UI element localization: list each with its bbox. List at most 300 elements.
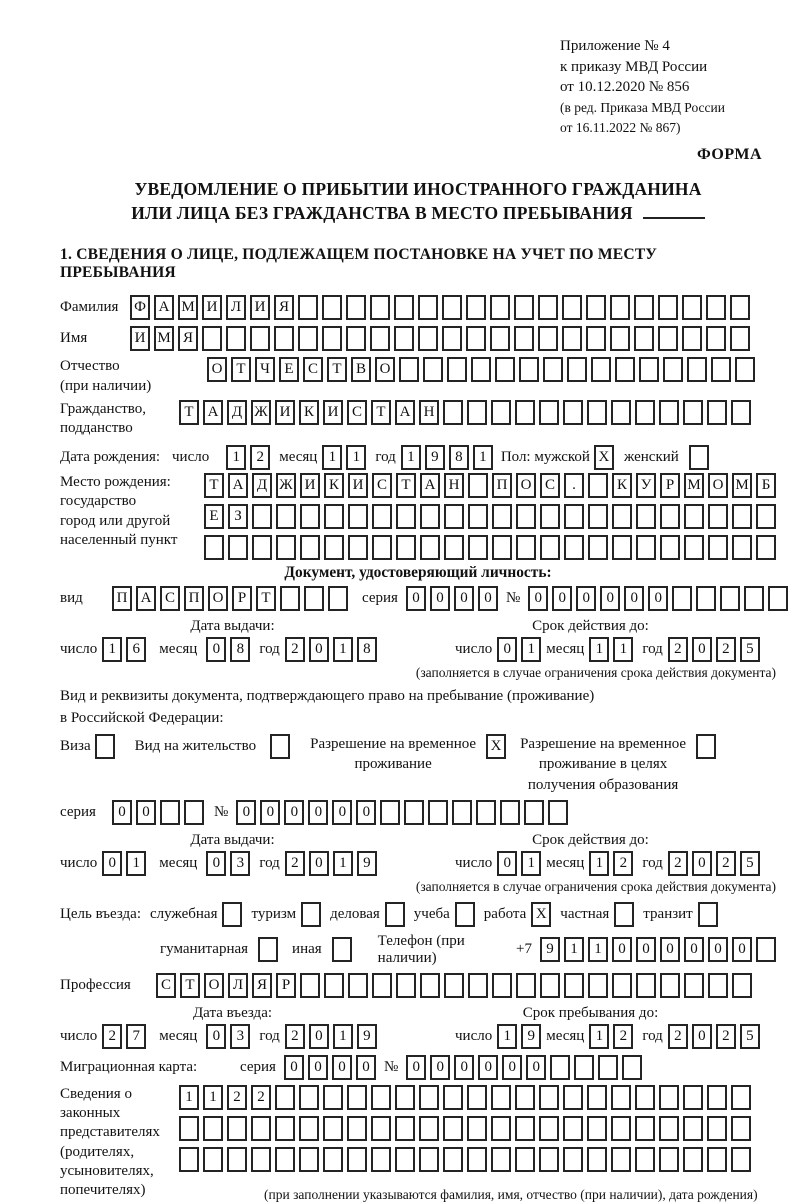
residence-issue-day-cells[interactable] [102,851,146,876]
doc-valid-month-cells[interactable] [589,637,633,662]
char-cell[interactable]: Е [279,357,299,382]
char-cell[interactable]: 0 [636,937,656,962]
char-cell[interactable] [304,586,324,611]
char-cell[interactable]: 3 [230,851,250,876]
char-cell[interactable]: О [516,473,536,498]
char-cell[interactable] [420,504,440,529]
char-cell[interactable] [687,357,707,382]
char-cell[interactable]: А [136,586,156,611]
char-cell[interactable]: 0 [708,937,728,962]
char-cell[interactable]: 9 [521,1024,541,1049]
char-cell[interactable] [611,1147,631,1172]
char-cell[interactable] [95,734,115,759]
char-cell[interactable] [756,535,776,560]
char-cell[interactable] [228,535,248,560]
business-checkbox[interactable] [222,902,242,927]
char-cell[interactable]: 5 [740,637,760,662]
char-cell[interactable] [324,504,344,529]
char-cell[interactable] [419,1085,439,1110]
char-cell[interactable]: 0 [528,586,548,611]
char-cell[interactable] [370,295,390,320]
char-cell[interactable]: 0 [430,586,450,611]
char-cell[interactable]: 0 [478,1055,498,1080]
char-cell[interactable] [420,535,440,560]
char-cell[interactable] [385,902,405,927]
char-cell[interactable]: 1 [333,637,353,662]
char-cell[interactable] [442,326,462,351]
char-cell[interactable] [519,357,539,382]
char-cell[interactable]: 9 [425,445,445,470]
char-cell[interactable] [730,326,750,351]
char-cell[interactable]: 2 [613,851,633,876]
char-cell[interactable]: 1 [102,637,122,662]
char-cell[interactable]: И [250,295,270,320]
char-cell[interactable]: К [612,473,632,498]
char-cell[interactable] [222,902,242,927]
study-checkbox[interactable] [455,902,475,927]
char-cell[interactable] [347,1147,367,1172]
char-cell[interactable] [684,504,704,529]
char-cell[interactable] [587,400,607,425]
char-cell[interactable] [562,326,582,351]
char-cell[interactable] [227,1116,247,1141]
char-cell[interactable]: Р [232,586,252,611]
char-cell[interactable] [636,535,656,560]
char-cell[interactable]: 1 [521,851,541,876]
char-cell[interactable] [610,295,630,320]
patronymic-cells[interactable] [207,357,755,382]
other-purpose-checkbox[interactable] [332,937,352,962]
char-cell[interactable] [563,1116,583,1141]
char-cell[interactable]: 0 [692,637,712,662]
char-cell[interactable]: 0 [206,1024,226,1049]
char-cell[interactable]: И [202,295,222,320]
char-cell[interactable] [226,326,246,351]
char-cell[interactable] [443,1085,463,1110]
char-cell[interactable] [468,535,488,560]
char-cell[interactable] [622,1055,642,1080]
char-cell[interactable] [658,295,678,320]
birthplace-row2-cells[interactable] [204,504,776,529]
char-cell[interactable]: 2 [716,1024,736,1049]
char-cell[interactable] [587,1085,607,1110]
char-cell[interactable]: Я [274,295,294,320]
char-cell[interactable] [466,295,486,320]
char-cell[interactable] [418,326,438,351]
char-cell[interactable] [663,357,683,382]
char-cell[interactable] [300,504,320,529]
char-cell[interactable] [538,326,558,351]
char-cell[interactable]: 0 [406,586,426,611]
char-cell[interactable] [300,535,320,560]
char-cell[interactable]: Т [231,357,251,382]
char-cell[interactable]: И [300,473,320,498]
char-cell[interactable] [684,973,704,998]
char-cell[interactable]: 0 [660,937,680,962]
char-cell[interactable]: 1 [401,445,421,470]
char-cell[interactable]: 2 [716,851,736,876]
char-cell[interactable]: Л [226,295,246,320]
char-cell[interactable]: 0 [308,800,328,825]
char-cell[interactable] [524,800,544,825]
char-cell[interactable]: 0 [406,1055,426,1080]
char-cell[interactable] [683,400,703,425]
char-cell[interactable]: Б [756,473,776,498]
char-cell[interactable]: 0 [356,1055,376,1080]
char-cell[interactable]: К [299,400,319,425]
char-cell[interactable]: 5 [740,1024,760,1049]
humanitarian-checkbox[interactable] [258,937,278,962]
char-cell[interactable] [372,973,392,998]
char-cell[interactable] [708,973,728,998]
char-cell[interactable] [491,1085,511,1110]
char-cell[interactable] [540,535,560,560]
birth-month-cells[interactable] [322,445,366,470]
char-cell[interactable] [735,357,755,382]
char-cell[interactable] [492,973,512,998]
char-cell[interactable]: К [324,473,344,498]
char-cell[interactable] [635,1147,655,1172]
char-cell[interactable]: 1 [226,445,246,470]
char-cell[interactable] [514,326,534,351]
char-cell[interactable]: Ф [130,295,150,320]
char-cell[interactable]: О [204,973,224,998]
birthplace-row1-cells[interactable] [204,473,776,498]
char-cell[interactable]: 2 [102,1024,122,1049]
char-cell[interactable] [516,535,536,560]
char-cell[interactable]: О [708,473,728,498]
char-cell[interactable] [179,1147,199,1172]
char-cell[interactable]: 2 [285,851,305,876]
char-cell[interactable] [768,586,788,611]
char-cell[interactable] [659,1116,679,1141]
char-cell[interactable] [491,1147,511,1172]
char-cell[interactable] [683,1116,703,1141]
char-cell[interactable] [550,1055,570,1080]
char-cell[interactable]: З [228,504,248,529]
char-cell[interactable]: 1 [333,851,353,876]
residence-valid-month-cells[interactable] [589,851,633,876]
residence-permit-checkbox[interactable] [270,734,290,759]
char-cell[interactable] [452,800,472,825]
char-cell[interactable]: 0 [309,1024,329,1049]
doc-valid-year-cells[interactable] [668,637,760,662]
char-cell[interactable] [659,1085,679,1110]
char-cell[interactable] [612,535,632,560]
char-cell[interactable] [567,357,587,382]
char-cell[interactable] [516,504,536,529]
char-cell[interactable] [322,295,342,320]
char-cell[interactable] [298,326,318,351]
char-cell[interactable] [707,400,727,425]
char-cell[interactable] [672,586,692,611]
char-cell[interactable] [322,326,342,351]
char-cell[interactable] [683,1147,703,1172]
char-cell[interactable]: 2 [285,1024,305,1049]
char-cell[interactable] [442,295,462,320]
char-cell[interactable]: 1 [589,851,609,876]
char-cell[interactable] [227,1147,247,1172]
char-cell[interactable]: Я [252,973,272,998]
char-cell[interactable] [443,1116,463,1141]
char-cell[interactable] [399,357,419,382]
char-cell[interactable]: О [208,586,228,611]
char-cell[interactable] [251,1147,271,1172]
char-cell[interactable] [658,326,678,351]
char-cell[interactable] [348,535,368,560]
char-cell[interactable] [543,357,563,382]
char-cell[interactable] [731,1085,751,1110]
char-cell[interactable]: 2 [227,1085,247,1110]
char-cell[interactable] [598,1055,618,1080]
char-cell[interactable]: А [228,473,248,498]
char-cell[interactable] [708,535,728,560]
char-cell[interactable] [323,1085,343,1110]
char-cell[interactable] [696,586,716,611]
char-cell[interactable] [466,326,486,351]
char-cell[interactable] [684,535,704,560]
char-cell[interactable]: М [154,326,174,351]
char-cell[interactable]: . [564,473,584,498]
char-cell[interactable]: 0 [692,1024,712,1049]
stay-month-cells[interactable] [589,1024,633,1049]
char-cell[interactable] [490,295,510,320]
char-cell[interactable] [394,295,414,320]
char-cell[interactable]: Я [178,326,198,351]
doc-series-cells[interactable] [406,586,498,611]
char-cell[interactable] [612,504,632,529]
char-cell[interactable]: 0 [430,1055,450,1080]
char-cell[interactable] [419,1147,439,1172]
birth-day-cells[interactable] [226,445,270,470]
char-cell[interactable] [683,1085,703,1110]
entry-month-cells[interactable] [206,1024,250,1049]
char-cell[interactable] [539,400,559,425]
char-cell[interactable] [720,586,740,611]
char-cell[interactable]: Ж [276,473,296,498]
char-cell[interactable]: 2 [250,445,270,470]
char-cell[interactable] [614,902,634,927]
char-cell[interactable] [419,1116,439,1141]
stay-day-cells[interactable] [497,1024,541,1049]
char-cell[interactable]: 8 [230,637,250,662]
representatives-row1-cells[interactable] [179,1085,758,1110]
char-cell[interactable] [588,504,608,529]
char-cell[interactable]: И [323,400,343,425]
char-cell[interactable] [610,326,630,351]
char-cell[interactable]: Ж [251,400,271,425]
birthplace-row3-cells[interactable] [204,535,776,560]
char-cell[interactable]: 1 [203,1085,223,1110]
char-cell[interactable]: А [420,473,440,498]
male-checkbox[interactable] [594,445,614,470]
stay-year-cells[interactable] [668,1024,760,1049]
char-cell[interactable]: X [531,902,551,927]
doc-issue-day-cells[interactable] [102,637,146,662]
char-cell[interactable] [539,1085,559,1110]
char-cell[interactable] [395,1147,415,1172]
entry-year-cells[interactable] [285,1024,377,1049]
migration-number-cells[interactable] [406,1055,642,1080]
char-cell[interactable]: 2 [668,1024,688,1049]
residence-issue-year-cells[interactable] [285,851,377,876]
char-cell[interactable]: Т [327,357,347,382]
char-cell[interactable] [420,973,440,998]
char-cell[interactable]: Т [180,973,200,998]
char-cell[interactable]: 0 [309,851,329,876]
char-cell[interactable] [467,1116,487,1141]
char-cell[interactable] [707,1116,727,1141]
char-cell[interactable] [588,473,608,498]
char-cell[interactable]: 0 [648,586,668,611]
char-cell[interactable]: 8 [357,637,377,662]
char-cell[interactable] [468,973,488,998]
char-cell[interactable]: 0 [732,937,752,962]
char-cell[interactable] [396,973,416,998]
char-cell[interactable]: 0 [206,851,226,876]
char-cell[interactable]: 2 [668,851,688,876]
char-cell[interactable] [184,800,204,825]
char-cell[interactable] [204,535,224,560]
char-cell[interactable] [730,295,750,320]
char-cell[interactable]: 0 [612,937,632,962]
char-cell[interactable] [418,295,438,320]
char-cell[interactable] [275,1147,295,1172]
char-cell[interactable] [515,400,535,425]
char-cell[interactable] [564,973,584,998]
char-cell[interactable] [447,357,467,382]
char-cell[interactable]: 1 [589,1024,609,1049]
char-cell[interactable] [492,535,512,560]
char-cell[interactable] [491,400,511,425]
char-cell[interactable]: 1 [588,937,608,962]
char-cell[interactable] [744,586,764,611]
phone-cells[interactable] [540,937,776,962]
private-checkbox[interactable] [614,902,634,927]
char-cell[interactable]: О [375,357,395,382]
char-cell[interactable]: С [540,473,560,498]
commercial-checkbox[interactable] [385,902,405,927]
char-cell[interactable] [468,504,488,529]
char-cell[interactable] [615,357,635,382]
char-cell[interactable] [732,973,752,998]
char-cell[interactable]: С [303,357,323,382]
char-cell[interactable]: 0 [576,586,596,611]
char-cell[interactable]: X [486,734,506,759]
char-cell[interactable]: Т [371,400,391,425]
char-cell[interactable] [347,1116,367,1141]
firstname-cells[interactable] [130,326,750,351]
char-cell[interactable]: 1 [521,637,541,662]
char-cell[interactable] [396,535,416,560]
char-cell[interactable]: 0 [102,851,122,876]
char-cell[interactable] [443,400,463,425]
char-cell[interactable] [371,1085,391,1110]
char-cell[interactable]: 0 [502,1055,522,1080]
char-cell[interactable]: О [207,357,227,382]
char-cell[interactable] [539,1147,559,1172]
char-cell[interactable] [395,1116,415,1141]
char-cell[interactable] [372,535,392,560]
char-cell[interactable]: 1 [589,637,609,662]
tourism-checkbox[interactable] [301,902,321,927]
char-cell[interactable] [634,295,654,320]
char-cell[interactable] [404,800,424,825]
char-cell[interactable] [332,937,352,962]
char-cell[interactable] [346,295,366,320]
char-cell[interactable]: 1 [322,445,342,470]
char-cell[interactable]: А [203,400,223,425]
work-checkbox[interactable] [531,902,551,927]
char-cell[interactable]: 5 [740,851,760,876]
char-cell[interactable] [588,973,608,998]
char-cell[interactable] [689,445,709,470]
char-cell[interactable]: 1 [179,1085,199,1110]
char-cell[interactable] [323,1116,343,1141]
char-cell[interactable]: И [275,400,295,425]
char-cell[interactable]: М [732,473,752,498]
char-cell[interactable] [324,973,344,998]
char-cell[interactable] [698,902,718,927]
temp-residence-education-checkbox[interactable] [696,734,716,759]
char-cell[interactable]: С [160,586,180,611]
char-cell[interactable] [455,902,475,927]
char-cell[interactable]: 9 [357,1024,377,1049]
residence-number-cells[interactable] [236,800,568,825]
char-cell[interactable]: 0 [309,637,329,662]
char-cell[interactable] [515,1147,535,1172]
char-cell[interactable] [586,326,606,351]
female-checkbox[interactable] [689,445,709,470]
char-cell[interactable]: 2 [285,637,305,662]
char-cell[interactable] [611,1085,631,1110]
char-cell[interactable] [492,504,512,529]
char-cell[interactable] [202,326,222,351]
char-cell[interactable]: 0 [332,1055,352,1080]
char-cell[interactable] [423,357,443,382]
char-cell[interactable]: П [184,586,204,611]
char-cell[interactable]: 2 [251,1085,271,1110]
char-cell[interactable] [160,800,180,825]
char-cell[interactable] [635,1085,655,1110]
char-cell[interactable] [586,295,606,320]
char-cell[interactable]: 2 [716,637,736,662]
char-cell[interactable]: Ч [255,357,275,382]
char-cell[interactable]: 1 [333,1024,353,1049]
char-cell[interactable]: П [112,586,132,611]
char-cell[interactable] [203,1147,223,1172]
char-cell[interactable] [756,504,776,529]
char-cell[interactable] [659,1147,679,1172]
char-cell[interactable]: И [130,326,150,351]
residence-series-cells[interactable] [112,800,204,825]
char-cell[interactable] [250,326,270,351]
char-cell[interactable]: А [154,295,174,320]
char-cell[interactable] [371,1116,391,1141]
char-cell[interactable]: 0 [112,800,132,825]
char-cell[interactable]: С [156,973,176,998]
char-cell[interactable]: 7 [126,1024,146,1049]
char-cell[interactable]: Т [204,473,224,498]
char-cell[interactable] [659,400,679,425]
char-cell[interactable] [591,357,611,382]
char-cell[interactable] [540,504,560,529]
char-cell[interactable] [300,973,320,998]
residence-valid-year-cells[interactable] [668,851,760,876]
char-cell[interactable] [395,1085,415,1110]
char-cell[interactable] [707,1085,727,1110]
char-cell[interactable]: 1 [473,445,493,470]
